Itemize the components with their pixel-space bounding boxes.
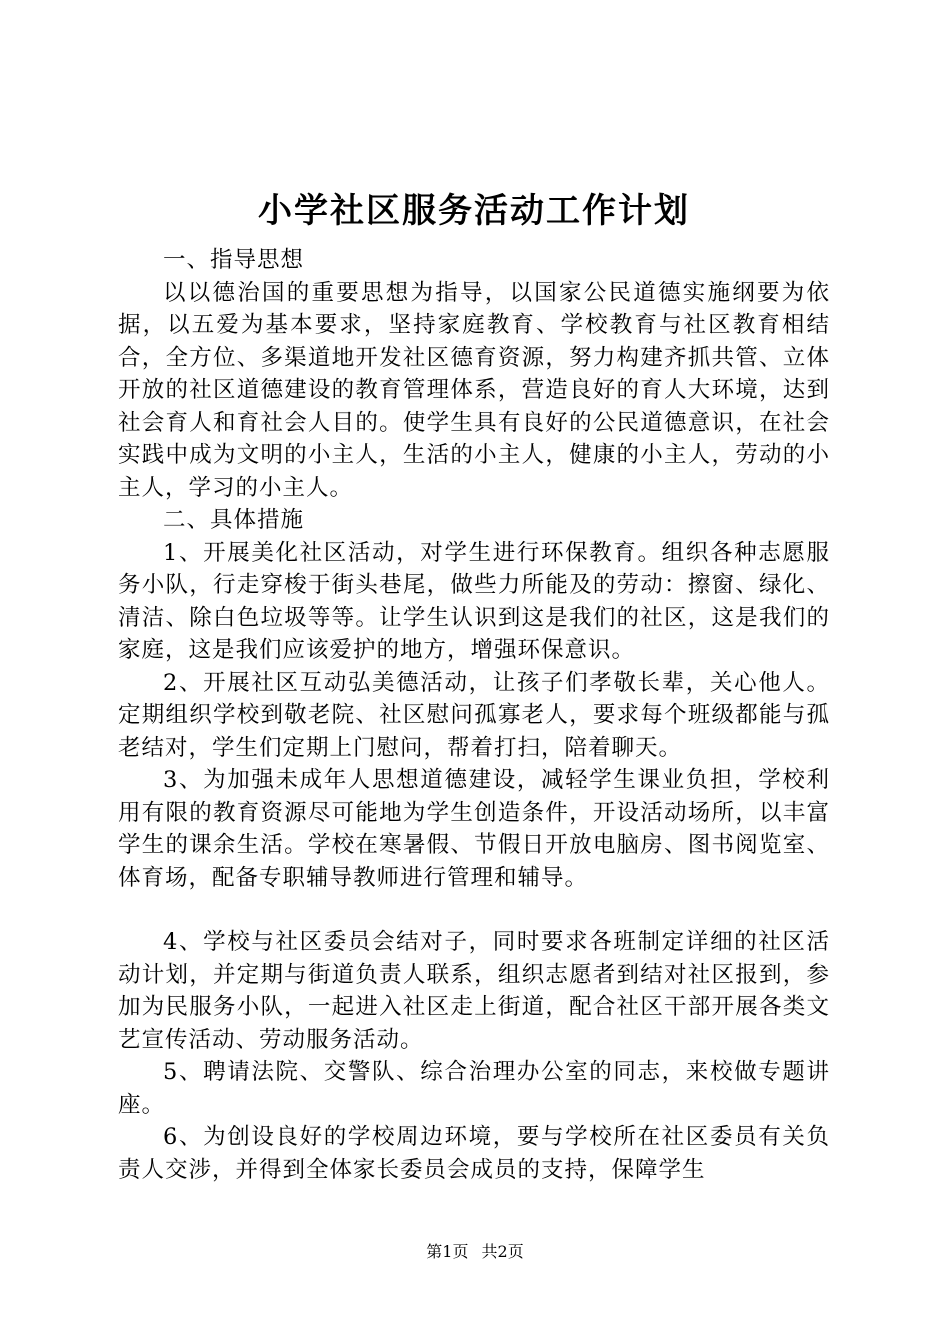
paragraph-measure-5: 5、聘请法院、交警队、综合治理办公室的同志，来校做专题讲座。 <box>118 1059 830 1118</box>
page-total: 共2页 <box>481 1242 524 1261</box>
document-body <box>118 180 830 1186</box>
paragraph-measure-3: 3、为加强未成年人思想道德建设，减轻学生课业负担，学校利用有限的教育资源尽可能地为学生创造条件，开设活动场所，以丰富学生的课余生活。学校在寒暑假、节假日开放电脑房、图书阅览室、体育场，配备专职辅导教师进行管理和辅导。 <box>118 767 830 891</box>
page-footer <box>0 1240 950 1264</box>
paragraph-measure-2: 2、开展社区互动弘美德活动，让孩子们孝敬长辈，关心他人。定期组织学校到敬老院、社区慰问孤寡老人，要求每个班级都能与孤老结对，学生们定期上门慰问，帮着打扫，陪着聊天。 <box>118 669 830 761</box>
page-number: 第1页 <box>426 1242 469 1261</box>
paragraph-measure-4: 4、学校与社区委员会结对子，同时要求各班制定详细的社区活动计划，并定期与街道负责人联系，组织志愿者到结对社区报到，参加为民服务小队，一起进入社区走上街道，配合社区干部开展各类文艺宣传活动、劳动服务活动。 <box>118 929 830 1053</box>
paragraph-guiding-thought: 以以德治国的重要思想为指导，以国家公民道德实施纲要为依据，以五爱为基本要求，坚持家庭教育、学校教育与社区教育相结合，全方位、多渠道地开发社区德育资源，努力构建齐抓共管、立体开放的社区道德建设的教育管理体系，营造良好的育人大环境，达到社会育人和育社会人目的。使学生具有良好的公民道德意识，在社会实践中成为文明的小主人，生活的小主人，健康的小主人，劳动的小主人，学习的小主人。 <box>118 279 830 501</box>
paragraph-measure-1: 1、开展美化社区活动，对学生进行环保教育。组织各种志愿服务小队，行走穿梭于街头巷尾，做些力所能及的劳动：擦窗、绿化、清洁、除白色垃圾等等。让学生认识到这是我们的社区，这是我们的家庭，这是我们应该爱护的地方，增强环保意识。 <box>118 539 830 663</box>
section-heading-1: 一、指导思想 <box>163 247 305 273</box>
document-title: 小学社区服务活动工作计划 <box>258 191 690 231</box>
paragraph-measure-6: 6、为创设良好的学校周边环境，要与学校所在社区委员有关负责人交涉，并得到全体家长委员会成员的支持，保障学生 <box>118 1124 830 1183</box>
section-heading-2: 二、具体措施 <box>163 507 305 533</box>
